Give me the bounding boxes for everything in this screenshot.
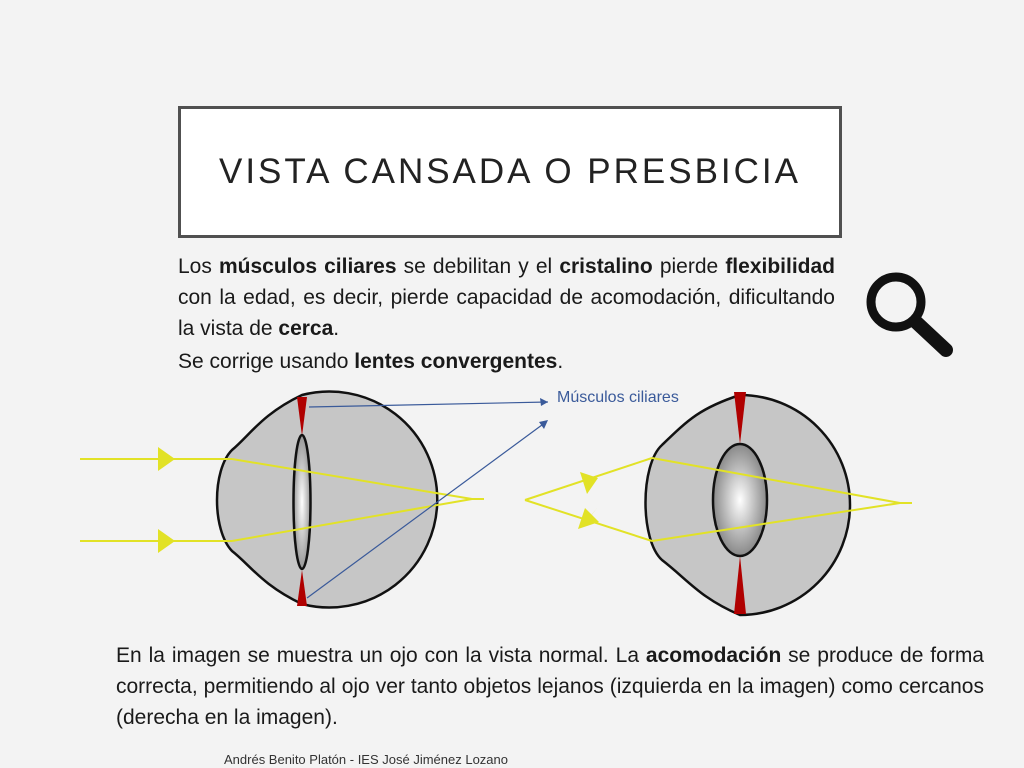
slide-title: VISTA CANSADA O PRESBICIA [218, 152, 801, 191]
ray-arrow-icon [158, 447, 175, 471]
text-span: . [333, 317, 340, 340]
text-span: se debilitan y el [396, 255, 560, 278]
pointer-arrow-icon [539, 420, 548, 429]
bold-accommodation: acomodación [645, 644, 782, 667]
text-span: En la imagen se muestra un ojo con la vista normal. La [116, 644, 646, 667]
title-box [178, 106, 842, 238]
bold-lens: cristalino [559, 255, 653, 278]
footer-author: Andrés Benito Platón - IES José Jiménez Lozano [224, 752, 508, 767]
eye-left-far-vision [80, 392, 484, 608]
pointer-arrow-icon [540, 398, 548, 406]
label-ciliary-muscles: Músculos ciliares [557, 389, 679, 406]
paragraph-correction [178, 346, 835, 377]
bold-ciliary-muscles: músculos ciliares [218, 255, 397, 278]
eye-diagram [0, 380, 1024, 630]
bold-flexibility: flexibilidad [725, 255, 835, 278]
eye-left-lens [294, 435, 311, 569]
text-span: se produce de forma correcta, permitiendo al ojo ver tanto objetos lejanos (izquierda en la imagen) como cercanos (derecha en la imagen). [116, 644, 984, 729]
eye-left-globe [217, 392, 437, 608]
text-span: Los [178, 255, 219, 278]
text-span: con la edad, es decir, pierde capacidad de acomodación, dificultando la vista de [178, 286, 835, 340]
bold-converging-lenses: lentes convergentes [354, 350, 558, 373]
text-span: . [557, 350, 564, 373]
ray-arrow-icon [158, 529, 175, 553]
ray-arrow-icon [580, 472, 598, 494]
text-span: Se corrige usando [178, 350, 355, 373]
paragraph-presbyopia-cause [178, 251, 835, 344]
paragraph-explanation [116, 640, 984, 733]
bold-near: cerca [278, 317, 334, 340]
eye-right-near-vision [525, 392, 912, 615]
eye-right-lens [713, 444, 767, 556]
text-span: pierde [652, 255, 726, 278]
magnifier-icon [862, 270, 956, 360]
